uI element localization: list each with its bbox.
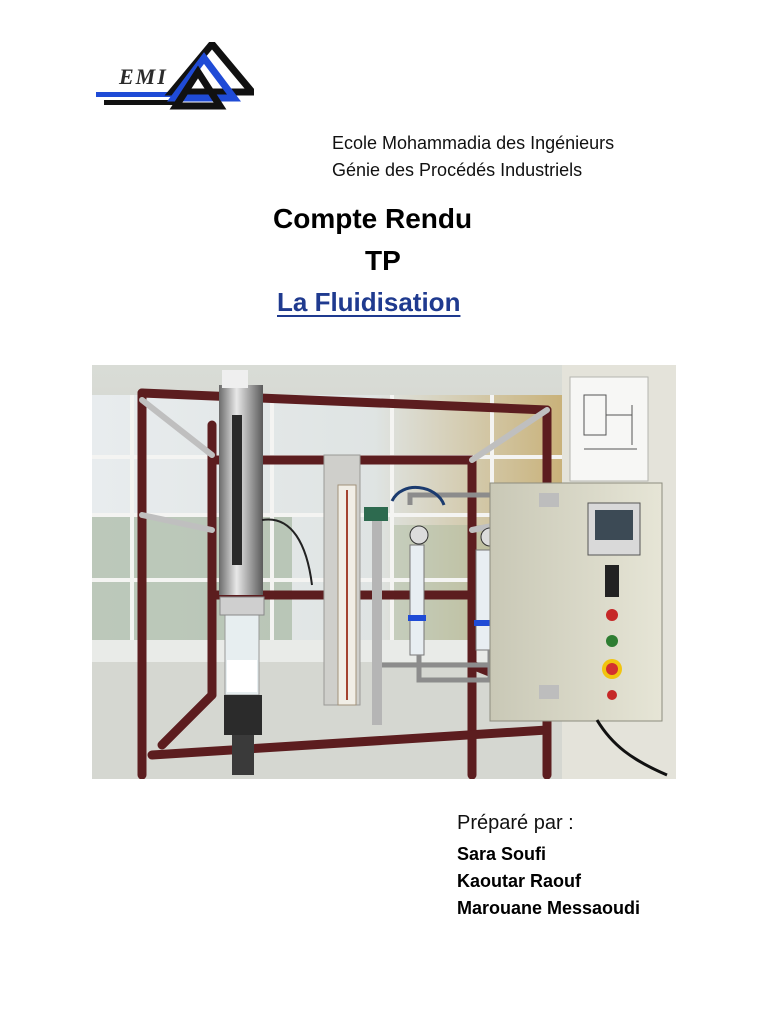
lab-equipment-photo — [92, 365, 676, 779]
report-subject: La Fluidisation — [277, 287, 461, 317]
emi-logo-mark — [94, 42, 254, 112]
prepared-by-section — [457, 812, 640, 922]
department-name: Génie des Procédés Industriels — [332, 160, 583, 180]
lab-photo-illustration — [92, 365, 676, 779]
prepared-by-label: Préparé par : — [457, 812, 574, 834]
author-name: Kaoutar Raouf — [457, 871, 582, 891]
school-header — [332, 130, 614, 184]
author-name: Sara Soufi — [457, 844, 547, 864]
title-line-2: TP — [365, 245, 401, 276]
school-name: Ecole Mohammadia des Ingénieurs — [332, 133, 615, 153]
title-line-1: Compte Rendu — [273, 203, 473, 234]
logo-text: EMI — [119, 64, 168, 89]
emi-logo — [94, 42, 254, 112]
author-name: Marouane Messaoudi — [457, 898, 641, 918]
